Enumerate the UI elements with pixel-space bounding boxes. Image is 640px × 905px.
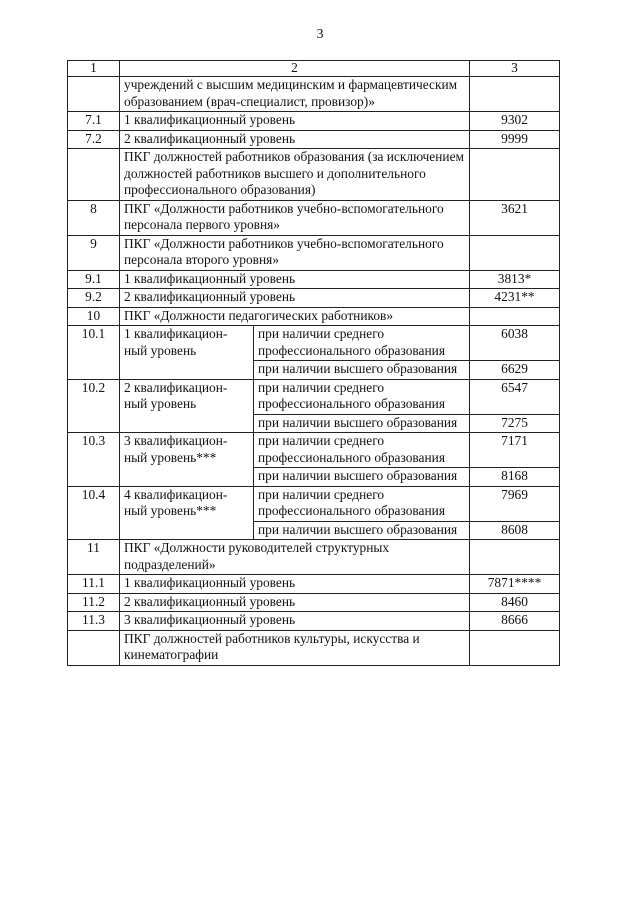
salary-table [67,60,560,666]
row-level: 3 квалификацион-ный уровень*** [120,433,254,487]
table-row [68,612,560,631]
row-description: 1 квалификационный уровень [120,112,470,131]
table-row [68,379,560,414]
page-number: 3 [316,27,324,42]
row-level: 2 квалификацион-ный уровень [120,379,254,433]
row-number [68,149,120,201]
row-value [470,77,560,112]
table-row [68,130,560,149]
row-value: 9999 [470,130,560,149]
row-number: 10.3 [68,433,120,487]
table-row [68,433,560,468]
row-value: 7969 [470,486,560,521]
row-number: 9.2 [68,289,120,308]
table-row [68,593,560,612]
table-row [68,326,560,361]
row-number: 7.2 [68,130,120,149]
row-number: 9.1 [68,270,120,289]
header-col-3: 3 [470,61,560,77]
row-description: 2 квалификационный уровень [120,130,470,149]
row-number: 11 [68,540,120,575]
row-value: 4231** [470,289,560,308]
row-value [470,307,560,326]
row-condition: при наличии высшего образования [254,414,470,433]
table-row [68,289,560,308]
table-row [68,540,560,575]
row-description: учреждений с высшим медицинским и фармацевтическим образованием (врач-специалист, провизор)» [120,77,470,112]
header-col-1: 1 [68,61,120,77]
row-level: 1 квалификацион-ный уровень [120,326,254,380]
row-description: 1 квалификационный уровень [120,270,470,289]
row-condition: при наличии высшего образования [254,468,470,487]
row-value [470,149,560,201]
table-row [68,486,560,521]
row-description: 1 квалификационный уровень [120,575,470,594]
table-header-row [68,61,560,77]
row-number: 11.2 [68,593,120,612]
row-description: ПКГ должностей работников культуры, искусства и кинематографии [120,630,470,665]
row-value: 8168 [470,468,560,487]
table-row [68,630,560,665]
row-number: 10 [68,307,120,326]
row-condition: при наличии среднего профессионального образования [254,379,470,414]
row-value [470,540,560,575]
row-value: 6038 [470,326,560,361]
row-number: 7.1 [68,112,120,131]
row-value: 8460 [470,593,560,612]
row-description: 2 квалификационный уровень [120,289,470,308]
header-col-2: 2 [120,61,470,77]
table-row [68,270,560,289]
row-value: 7275 [470,414,560,433]
row-description: 3 квалификационный уровень [120,612,470,631]
row-value: 6629 [470,361,560,380]
row-value [470,235,560,270]
row-number: 9 [68,235,120,270]
row-value: 9302 [470,112,560,131]
row-condition: при наличии высшего образования [254,361,470,380]
row-value: 7871**** [470,575,560,594]
row-number [68,630,120,665]
row-number: 8 [68,200,120,235]
table-row [68,235,560,270]
row-description: ПКГ «Должности педагогических работников» [120,307,470,326]
row-value: 6547 [470,379,560,414]
row-number: 10.2 [68,379,120,433]
row-value [470,630,560,665]
row-condition: при наличии среднего профессионального образования [254,326,470,361]
row-value: 3813* [470,270,560,289]
row-number: 11.1 [68,575,120,594]
row-description: ПКГ должностей работников образования (за исключением должностей работников высшего и дополнительного профессионального образования) [120,149,470,201]
row-number [68,77,120,112]
table-row [68,575,560,594]
row-number: 10.4 [68,486,120,540]
row-description: ПКГ «Должности работников учебно-вспомогательного персонала первого уровня» [120,200,470,235]
table-row [68,200,560,235]
row-description: ПКГ «Должности руководителей структурных подразделений» [120,540,470,575]
table-row [68,112,560,131]
row-value: 7171 [470,433,560,468]
row-description: 2 квалификационный уровень [120,593,470,612]
row-condition: при наличии среднего профессионального образования [254,433,470,468]
row-description: ПКГ «Должности работников учебно-вспомогательного персонала второго уровня» [120,235,470,270]
row-number: 11.3 [68,612,120,631]
row-value: 8666 [470,612,560,631]
table-row [68,307,560,326]
row-condition: при наличии высшего образования [254,521,470,540]
row-number: 10.1 [68,326,120,380]
row-value: 8608 [470,521,560,540]
row-condition: при наличии среднего профессионального образования [254,486,470,521]
table-row [68,77,560,112]
row-level: 4 квалификацион-ный уровень*** [120,486,254,540]
row-value: 3621 [470,200,560,235]
table-row [68,149,560,201]
